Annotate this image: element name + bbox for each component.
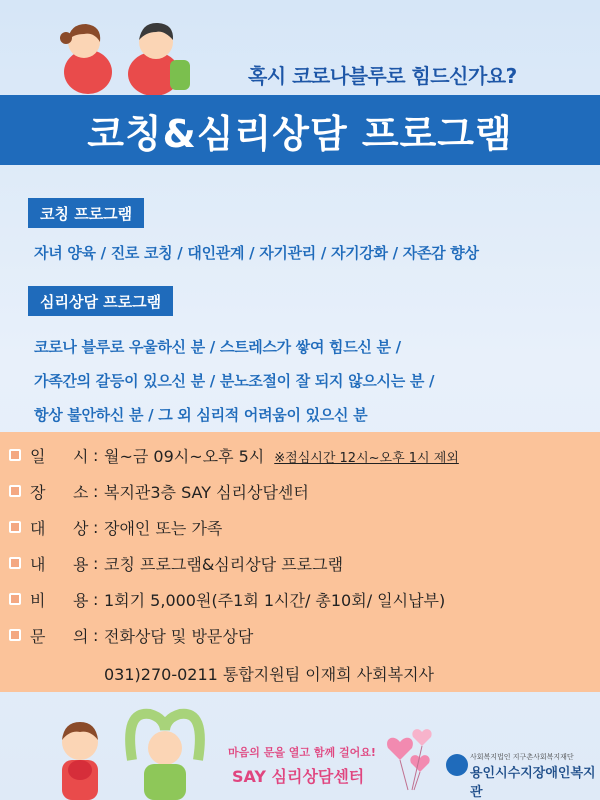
row-colon: : — [93, 553, 99, 573]
row-key-second: 용 — [73, 590, 89, 610]
coaching-items: 자녀 양육 / 진로 코칭 / 대인관계 / 자기관리 / 자기강화 / 자존감 향상 — [34, 244, 479, 262]
header — [0, 0, 600, 175]
info-row-cost — [0, 584, 600, 614]
title-banner — [0, 95, 600, 165]
row-value: 전화상담 및 방문상담 — [104, 626, 254, 646]
coaching-section-label: 코칭 프로그램 — [28, 198, 144, 228]
org-logo-icon — [446, 754, 468, 776]
row-key-second: 상 — [73, 518, 89, 538]
bullet-icon — [9, 485, 21, 497]
bullet-icon — [9, 449, 21, 461]
row-value: 월~금 09시~오후 5시 ※점심시간 12시~오후 1시 제외 — [104, 446, 459, 466]
row-key-first: 비 — [30, 590, 46, 610]
bullet-icon — [9, 557, 21, 569]
row-colon: : — [93, 517, 99, 537]
info-row-place — [0, 476, 600, 506]
org-foundation-name: 사회복지법인 지구촌사회복지재단 — [470, 753, 574, 761]
center-name: SAY 심리상담센터 — [232, 767, 365, 786]
row-key-second: 의 — [73, 626, 89, 646]
bullet-icon — [9, 629, 21, 641]
counseling-section-label: 심리상담 프로그램 — [28, 286, 173, 316]
info-panel — [0, 432, 600, 692]
row-key-first: 내 — [30, 554, 46, 574]
row-colon: : — [93, 481, 99, 501]
row-key-first: 문 — [30, 626, 46, 646]
page-subtitle: 혹시 코로나블루로 힘드신가요? — [248, 64, 517, 88]
row-colon: : — [93, 445, 99, 465]
info-row-target — [0, 512, 600, 542]
row-key-second: 용 — [73, 554, 89, 574]
hearts-decoration-icon — [380, 722, 440, 792]
footer-slogan: 마음의 문을 열고 함께 걸어요! — [228, 746, 376, 759]
contact-info: 031)270-0211 통합지원팀 이재희 사회복지사 — [104, 665, 434, 684]
row-value: 장애인 또는 가족 — [104, 518, 223, 538]
bullet-icon — [9, 521, 21, 533]
row-key-first: 일 — [30, 446, 46, 466]
counseling-line-2: 가족간의 갈등이 있으신 분 / 분노조절이 잘 되지 않으시는 분 / — [34, 372, 435, 390]
lunch-note: ※점심시간 12시~오후 1시 제외 — [274, 450, 459, 466]
row-value: 코칭 프로그램&심리상담 프로그램 — [104, 554, 344, 574]
row-key-second: 시 — [73, 446, 89, 466]
row-key-first: 장 — [30, 482, 46, 502]
children-hugging-hearts-illustration — [46, 20, 196, 98]
row-value: 복지관3층 SAY 심리상담센터 — [104, 482, 309, 502]
row-colon: : — [93, 589, 99, 609]
info-row-content — [0, 548, 600, 578]
row-key-second: 소 — [73, 482, 89, 502]
counseling-line-1: 코로나 블루로 우울하신 분 / 스트레스가 쌓여 힘드신 분 / — [34, 338, 401, 356]
bullet-icon — [9, 593, 21, 605]
info-row-schedule — [0, 440, 600, 470]
org-name: 용인시수지장애인복지관 — [470, 766, 596, 800]
row-key-first: 대 — [30, 518, 46, 538]
children-heart-arms-illustration — [40, 700, 210, 800]
counseling-line-3: 항상 불안하신 분 / 그 외 심리적 어려움이 있으신 분 — [34, 406, 368, 424]
page-title: 코칭&심리상담 프로그램 — [87, 111, 513, 156]
row-colon: : — [93, 625, 99, 645]
info-row-inquiry — [0, 620, 600, 650]
row-value: 1회기 5,000원(주1회 1시간/ 총10회/ 일시납부) — [104, 590, 446, 610]
footer — [0, 692, 600, 800]
